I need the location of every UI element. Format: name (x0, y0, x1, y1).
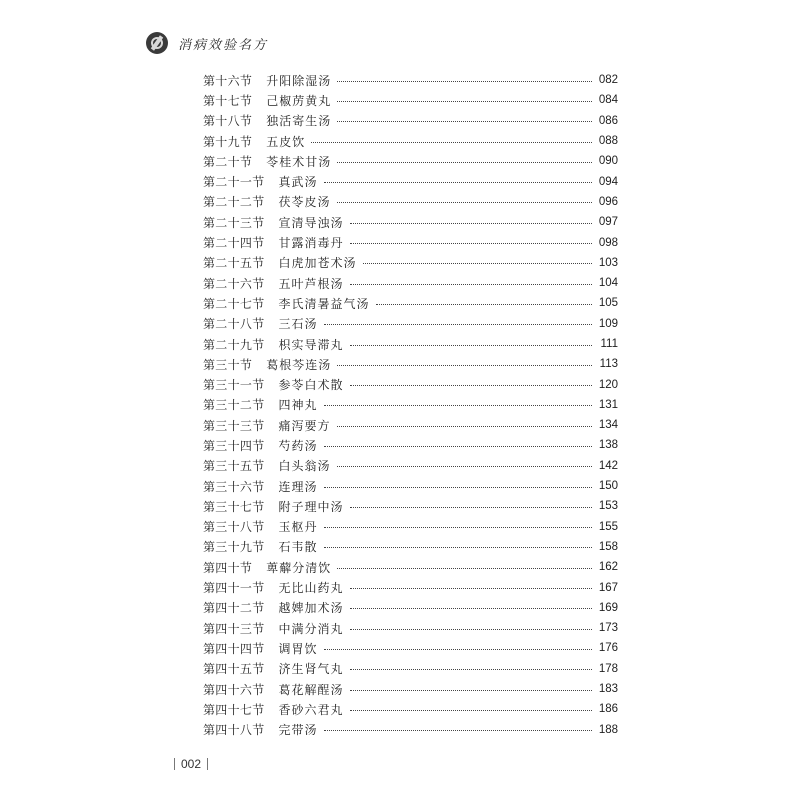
dot-leader (363, 263, 592, 264)
toc-page-number: 150 (598, 480, 618, 493)
toc-page-number: 120 (598, 378, 618, 391)
toc-entry-title: 李氏清暑益气汤 (278, 296, 370, 311)
dot-leader (350, 690, 592, 691)
toc-entry-title: 独活寄生汤 (266, 114, 332, 129)
toc-page-number: 169 (598, 601, 618, 614)
toc-entry-title: 葛花解酲汤 (278, 682, 344, 697)
toc-page-number: 082 (598, 74, 618, 87)
toc-section-number: 第四十八节 (203, 723, 265, 738)
toc-section-number: 第三十九节 (203, 540, 265, 555)
toc-page-number: 186 (598, 703, 618, 716)
book-title: 消病效验名方 (178, 37, 269, 53)
toc-section-number: 第四十二节 (203, 601, 265, 616)
dot-leader (350, 710, 592, 711)
toc-section-number: 第二十五节 (203, 256, 265, 271)
dot-leader (350, 507, 592, 508)
toc-entry[interactable] (203, 699, 618, 719)
toc-page-number: 162 (598, 561, 618, 574)
toc-entry-title: 济生肾气丸 (278, 662, 344, 677)
toc-page-number: 086 (598, 114, 618, 127)
dot-leader (337, 121, 592, 122)
toc-entry[interactable] (203, 334, 618, 354)
toc-entry[interactable] (203, 314, 618, 334)
toc-entry[interactable] (203, 415, 618, 435)
toc-section-number: 第四十五节 (203, 662, 265, 677)
toc-entry-title: 芍药汤 (278, 438, 318, 453)
toc-entry[interactable] (203, 253, 618, 273)
toc-section-number: 第四十节 (203, 560, 253, 575)
toc-entry-title: 连理汤 (278, 479, 318, 494)
toc-page-number: 142 (598, 459, 618, 472)
toc-entry[interactable] (203, 212, 618, 232)
toc-entry[interactable] (203, 232, 618, 252)
toc-entry[interactable] (203, 598, 618, 618)
toc-page-number: 105 (598, 297, 618, 310)
toc-entry-title: 白头翁汤 (278, 459, 331, 474)
toc-entry-title: 真武汤 (278, 175, 318, 190)
toc-section-number: 第四十七节 (203, 702, 265, 717)
toc-page-number: 153 (598, 500, 618, 513)
toc-section-number: 第二十八节 (203, 317, 265, 332)
toc-page-number: 084 (598, 94, 618, 107)
toc-page-number: 090 (598, 155, 618, 168)
toc-section-number: 第二十四节 (203, 236, 265, 251)
dot-leader (324, 649, 592, 650)
toc-section-number: 第二十一节 (203, 175, 265, 190)
toc-section-number: 第三十五节 (203, 459, 265, 474)
toc-entry-title: 四神丸 (278, 398, 318, 413)
toc-section-number: 第二十六节 (203, 276, 265, 291)
dot-leader (337, 162, 592, 163)
toc-section-number: 第十八节 (203, 114, 253, 129)
toc-entry[interactable] (203, 476, 618, 496)
toc-section-number: 第四十四节 (203, 641, 265, 656)
toc-entry[interactable] (203, 273, 618, 293)
book-emblem-icon (146, 32, 168, 54)
toc-page-number: 176 (598, 642, 618, 655)
toc-entry-title: 茯苓皮汤 (278, 195, 331, 210)
toc-page-number: 104 (598, 277, 618, 290)
toc-entry[interactable] (203, 131, 618, 151)
dot-leader (324, 446, 592, 447)
dot-leader (324, 182, 592, 183)
toc-entry[interactable] (203, 659, 618, 679)
dot-leader (324, 405, 592, 406)
toc-page-number: 167 (598, 581, 618, 594)
toc-section-number: 第十六节 (203, 73, 253, 88)
toc-entry-title: 玉枢丹 (278, 520, 318, 535)
dot-leader (324, 730, 592, 731)
toc-entry-title: 石韦散 (278, 540, 318, 555)
toc-entry[interactable] (203, 151, 618, 171)
toc-entry[interactable] (203, 679, 618, 699)
toc-entry-title: 三石汤 (278, 317, 318, 332)
toc-page-number: 131 (598, 398, 618, 411)
toc-page-number: 188 (598, 723, 618, 736)
toc-page-number: 097 (598, 216, 618, 229)
dot-leader (350, 284, 592, 285)
toc-section-number: 第三十六节 (203, 479, 265, 494)
toc-entry[interactable] (203, 720, 618, 740)
toc-entry-title: 附子理中汤 (278, 499, 344, 514)
toc-page-number: 155 (598, 520, 618, 533)
toc-section-number: 第三十一节 (203, 378, 265, 393)
toc-entry[interactable] (203, 517, 618, 537)
toc-page-number: 094 (598, 175, 618, 188)
toc-page-number: 138 (598, 439, 618, 452)
toc-entry[interactable] (203, 171, 618, 191)
toc-entry-title: 枳实导滞丸 (278, 337, 344, 352)
toc-page-number: 178 (598, 662, 618, 675)
dot-leader (350, 243, 592, 244)
dot-leader (324, 487, 592, 488)
dot-leader (324, 324, 592, 325)
dot-leader (324, 527, 592, 528)
toc-section-number: 第二十二节 (203, 195, 265, 210)
toc-entry-title: 萆薢分清饮 (266, 560, 332, 575)
toc-entry-title: 白虎加苍术汤 (278, 256, 357, 271)
toc-entry-title: 越婢加术汤 (278, 601, 344, 616)
page-folio (168, 757, 214, 771)
toc-section-number: 第二十三节 (203, 215, 265, 230)
dot-leader (350, 345, 592, 346)
toc-section-number: 第四十三节 (203, 621, 265, 636)
toc-page-number: 111 (600, 338, 618, 350)
toc-entry-title: 完带汤 (278, 723, 318, 738)
toc-entry[interactable] (203, 557, 618, 577)
dot-leader (337, 568, 592, 569)
toc-entry[interactable] (203, 354, 618, 374)
toc-entry[interactable] (203, 395, 618, 415)
toc-entry-title: 参苓白术散 (278, 378, 344, 393)
toc-entry[interactable] (203, 618, 618, 638)
toc-page-number: 113 (599, 358, 618, 371)
dot-leader (350, 385, 592, 386)
toc-page-number: 109 (598, 317, 618, 330)
page-number: 002 (181, 757, 202, 771)
toc-section-number: 第三十八节 (203, 520, 265, 535)
toc-section-number: 第三十节 (203, 357, 253, 372)
dot-leader (350, 608, 592, 609)
dot-leader (324, 547, 592, 548)
toc-section-number: 第十七节 (203, 93, 253, 108)
running-header (146, 32, 268, 54)
toc-page-number: 158 (598, 540, 618, 553)
dot-leader (337, 466, 592, 467)
table-of-contents (203, 70, 618, 740)
toc-entry-title: 中满分消丸 (278, 621, 344, 636)
toc-entry-title: 苓桂术甘汤 (266, 154, 332, 169)
toc-entry[interactable] (203, 577, 618, 597)
toc-entry-title: 香砂六君丸 (278, 702, 344, 717)
dot-leader (337, 202, 592, 203)
dot-leader (337, 101, 592, 102)
toc-entry[interactable] (203, 435, 618, 455)
toc-entry[interactable] (203, 638, 618, 658)
toc-entry-title: 甘露消毒丹 (278, 236, 344, 251)
folio-divider-left (174, 758, 175, 770)
toc-entry-title: 己椒苈黄丸 (266, 93, 332, 108)
toc-page-number: 134 (598, 419, 618, 432)
dot-leader (337, 365, 592, 366)
toc-section-number: 第四十一节 (203, 581, 265, 596)
folio-divider-right (207, 758, 208, 770)
toc-page-number: 098 (598, 236, 618, 249)
toc-page-number: 173 (598, 622, 618, 635)
dot-leader (376, 304, 592, 305)
toc-entry-title: 升阳除湿汤 (266, 73, 332, 88)
toc-entry-title: 调胃饮 (278, 641, 318, 656)
toc-section-number: 第二十九节 (203, 337, 265, 352)
toc-section-number: 第二十节 (203, 154, 253, 169)
toc-entry[interactable] (203, 192, 618, 212)
toc-entry-title: 宣清导浊汤 (278, 215, 344, 230)
dot-leader (350, 223, 592, 224)
toc-entry-title: 葛根芩连汤 (266, 357, 332, 372)
toc-entry[interactable] (203, 537, 618, 557)
toc-entry-title: 五叶芦根汤 (278, 276, 344, 291)
toc-section-number: 第三十四节 (203, 438, 265, 453)
toc-entry[interactable] (203, 496, 618, 516)
toc-page-number: 088 (598, 135, 618, 148)
toc-section-number: 第二十七节 (203, 296, 265, 311)
toc-page-number: 096 (598, 195, 618, 208)
dot-leader (350, 588, 592, 589)
toc-entry[interactable] (203, 456, 618, 476)
toc-section-number: 第三十三节 (203, 418, 265, 433)
dot-leader (350, 629, 592, 630)
dot-leader (350, 669, 592, 670)
dot-leader (337, 426, 592, 427)
toc-entry[interactable] (203, 374, 618, 394)
toc-entry[interactable] (203, 111, 618, 131)
toc-entry[interactable] (203, 293, 618, 313)
dot-leader (311, 142, 592, 143)
toc-entry-title: 痛泻要方 (278, 418, 331, 433)
toc-section-number: 第十九节 (203, 134, 253, 149)
dot-leader (337, 81, 592, 82)
toc-entry[interactable] (203, 90, 618, 110)
toc-section-number: 第四十六节 (203, 682, 265, 697)
toc-entry[interactable] (203, 70, 618, 90)
toc-page-number: 183 (598, 683, 618, 696)
toc-entry-title: 无比山药丸 (278, 581, 344, 596)
toc-page-number: 103 (598, 256, 618, 269)
toc-section-number: 第三十二节 (203, 398, 265, 413)
toc-entry-title: 五皮饮 (266, 134, 306, 149)
toc-section-number: 第三十七节 (203, 499, 265, 514)
